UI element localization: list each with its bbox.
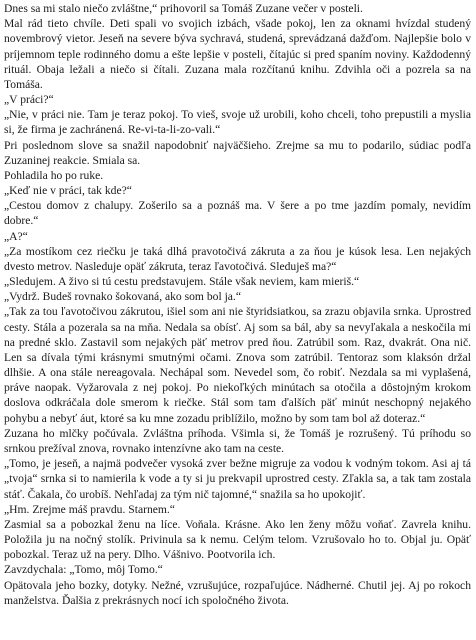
paragraph-dialogue: „Tomo, je jeseň, a najmä podvečer vysoká zver bežne migruje za vodou k vodným tokom. Asi aj tá „tvoja“ srnka si to namierila k vode a ty si ju prekvapil uprostred cesty. Zľakla sa, a tak tam zostala stáť. Čakala, čo urobíš. Nehľadaj za tým nič tajomné,“ snažila sa ho upokojiť. — [4, 457, 471, 501]
paragraph-opening-line: Dnes sa mi stalo niečo zvláštne,“ prihovoril sa Tomáš Zuzane večer v posteli. — [4, 2, 363, 15]
document-page — [4, 1, 471, 637]
paragraph-dialogue: „V práci?“ — [4, 93, 54, 107]
paragraph-closing: Opätovala jeho bozky, dotyky. Nežné, vzrušujúce, rozpaľujúce. Nádherné. Chutil jej. Aj po rokoch manželstva. Ďalšia z prekrásnych nocí ich spoločného života. — [4, 578, 471, 607]
paragraph-dialogue: „Nie, v práci nie. Tam je teraz pokoj. To vieš, svoje už urobili, koho chceli, toho prepustili a myslia si, že firma je zachránená. Re-vi-ta-li-zo-vali.“ — [4, 108, 471, 137]
paragraph-dialogue: „A?“ — [4, 229, 28, 243]
paragraph-narration: Pri poslednom slove sa snažil napodobniť najväčšieho. Zrejme sa mu to podarilo, súdiac podľa Zuzaninej reakcie. Smiala sa. — [4, 138, 471, 167]
paragraph-deer-story: „Tak za tou ľavotočivou zákrutou, išiel som ani nie štyridsiatkou, sa zrazu objavila srnka. Uprostred cesty. Stála a pozerala sa na mňa. Nedala sa obísť. Aj som sa bál, aby sa nevyľakala a neskočila mi na predné sklo. Zastavil som nejakých päť metrov pred ňou. Zatrúbil som. Raz, dvakrát. Ona nič. Len sa dívala tými krásnymi smutnými očami. Znova som zatrúbil. Tentoraz som klaksón držal dlhšie. A ona stále nereagovala. Nechápal som. Nevedel som, čo robiť. Nezdala sa mi vyplašená, práve naopak. Vyžarovala z nej pokoj. Po niekoľkých minútach sa otočila a dôstojným krokom doslova odkráčala dole smerom k riečke. Stál som tam ďalších päť minút neschopný nejakého pohybu a nebyť áut, ktoré sa ku mne zozadu priblížilo, možno by som tam bol až doteraz.“ — [4, 305, 471, 425]
paragraph-dialogue: „Vydrž. Budeš rovnako šokovaná, ako som bol ja.“ — [4, 290, 241, 304]
paragraph-dialogue: „Cestou domov z chalupy. Zošerilo sa a poznáš ma. V šere a po tme jazdím pomaly, nevidím dobre.“ — [4, 199, 471, 228]
paragraph-narration: Zasmial sa a pobozkal ženu na líce. Voňala. Krásne. Ako len ženy môžu voňať. Zavrela knihu. Položila ju na nočný stolík. Privinula sa k nemu. Celým telom. Vzrušovalo ho to. Objal ju. Opäť pobozkal. Teraz už na pery. Dlho. Vášnivo. Pootvorila ich. — [4, 517, 471, 562]
paragraph-narration: Zuzana ho mlčky počúvala. Zvláštna príhoda. Všimla si, že Tomáš je rozrušený. Tú príhodu so srnkou prežíval znova, rovnako intenzívne ako tam na ceste. — [4, 426, 471, 455]
paragraph-dialogue: „Keď nie v práci, tak kde?“ — [4, 184, 132, 198]
paragraph-dialogue: „Hm. Zrejme máš pravdu. Starnem.“ — [4, 502, 175, 516]
paragraph-dialogue: „Za mostíkom cez riečku je taká dlhá pravotočivá zákruta a za ňou je kúsok lesa. Len nejakých dvesto metrov. Nasleduje opäť zákruta, teraz ľavotočivá. Sleduješ ma?“ — [4, 244, 471, 273]
paragraph-dialogue: „Sledujem. A živo si tú cestu predstavujem. Stále však neviem, kam mieriš.“ — [4, 275, 360, 289]
paragraph-dialogue: Zavzdychala: „Tomo, môj Tomo.“ — [4, 563, 163, 577]
paragraph-narration: Pohladila ho po ruke. — [4, 168, 104, 182]
paragraph-evening-scene: Mal rád tieto chvíle. Deti spali vo svojich izbách, všade pokoj, len za oknami hvízdal studený novembrový vietor. Jeseň na severe býva sychravá, studená, sprevádzaná dažďom. Najlepšie bolo v príjemnom teple rodinného domu a ešte lepšie v posteli, čítajúc si pred spaním noviny. Každodenný rituál. Obaja ležali a niečo si čítali. Zuzana mala rozčítanú knihu. Zdvihla oči a pozrela sa na Tomáša. — [4, 17, 471, 91]
